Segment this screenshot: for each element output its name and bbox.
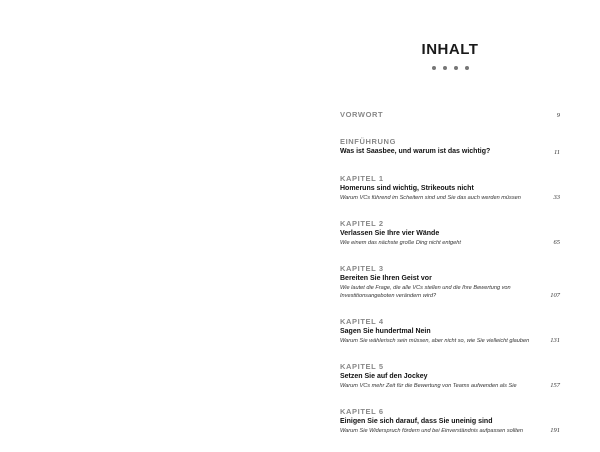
page-title: INHALT xyxy=(421,41,479,58)
table-of-contents xyxy=(340,110,560,452)
dot-icon xyxy=(454,66,458,70)
toc-page-number: 65 xyxy=(553,239,560,246)
toc-subtitle: Warum VCs mehr Zeit für die Bewertung von Teams aufwenden als Sie xyxy=(340,383,517,389)
toc-entry-kapitel-5 xyxy=(340,362,560,390)
toc-entry-kapitel-6 xyxy=(340,407,560,435)
toc-heading: Was ist Saasbee, und warum ist das wichtig? xyxy=(340,148,491,155)
toc-page-number: 33 xyxy=(553,194,560,201)
toc-page-number: 131 xyxy=(550,337,560,344)
toc-entry-kapitel-1 xyxy=(340,174,560,202)
toc-entry-kapitel-3 xyxy=(340,264,560,300)
toc-heading: Bereiten Sie Ihren Geist vor xyxy=(340,275,432,282)
toc-entry-kapitel-2 xyxy=(340,219,560,247)
toc-subtitle: Warum Sie Widerspruch fördern und bei Einverständnis aufpassen sollten xyxy=(340,428,523,434)
toc-subtitle: Warum Sie wählerisch sein müssen, aber nicht so, wie Sie vielleicht glauben xyxy=(340,338,530,344)
dot-icon xyxy=(465,66,469,70)
toc-page-number: 11 xyxy=(553,149,560,156)
toc-subtitle: Wie einem das nächste große Ding nicht entgeht xyxy=(340,240,461,246)
toc-label: KAPITEL 6 xyxy=(340,407,384,416)
toc-label: VORWORT xyxy=(340,110,384,119)
toc-subtitle: Warum VCs führend im Scheitern sind und Sie das auch werden müssen xyxy=(340,195,521,201)
toc-subtitle: Wie lautet die Frage, die alle VCs stellen und die Ihre Bewertung von Investitionsangeboten verändern wird? xyxy=(340,285,511,299)
toc-page-number: 191 xyxy=(550,427,560,434)
toc-page-number: 9 xyxy=(556,112,560,119)
ornament-dots xyxy=(340,66,560,70)
toc-label: KAPITEL 4 xyxy=(340,317,384,326)
toc-heading: Setzen Sie auf den Jockey xyxy=(340,373,428,380)
toc-label: KAPITEL 2 xyxy=(340,219,384,228)
toc-heading: Homeruns sind wichtig, Strikeouts nicht xyxy=(340,185,474,192)
toc-label: KAPITEL 3 xyxy=(340,264,384,273)
toc-entry-einfuehrung xyxy=(340,137,560,157)
toc-page-number: 107 xyxy=(550,292,560,299)
toc-label: KAPITEL 1 xyxy=(340,174,384,183)
dot-icon xyxy=(443,66,447,70)
dot-icon xyxy=(432,66,436,70)
toc-entry-vorwort xyxy=(340,110,560,120)
toc-entry-kapitel-4 xyxy=(340,317,560,345)
toc-heading: Einigen Sie sich darauf, dass Sie uneinig sind xyxy=(340,418,493,425)
toc-heading: Verlassen Sie Ihre vier Wände xyxy=(340,230,440,237)
toc-page-number: 157 xyxy=(550,382,560,389)
toc-label: KAPITEL 5 xyxy=(340,362,384,371)
toc-label: EINFÜHRUNG xyxy=(340,137,396,146)
toc-heading: Sagen Sie hundertmal Nein xyxy=(340,328,431,335)
